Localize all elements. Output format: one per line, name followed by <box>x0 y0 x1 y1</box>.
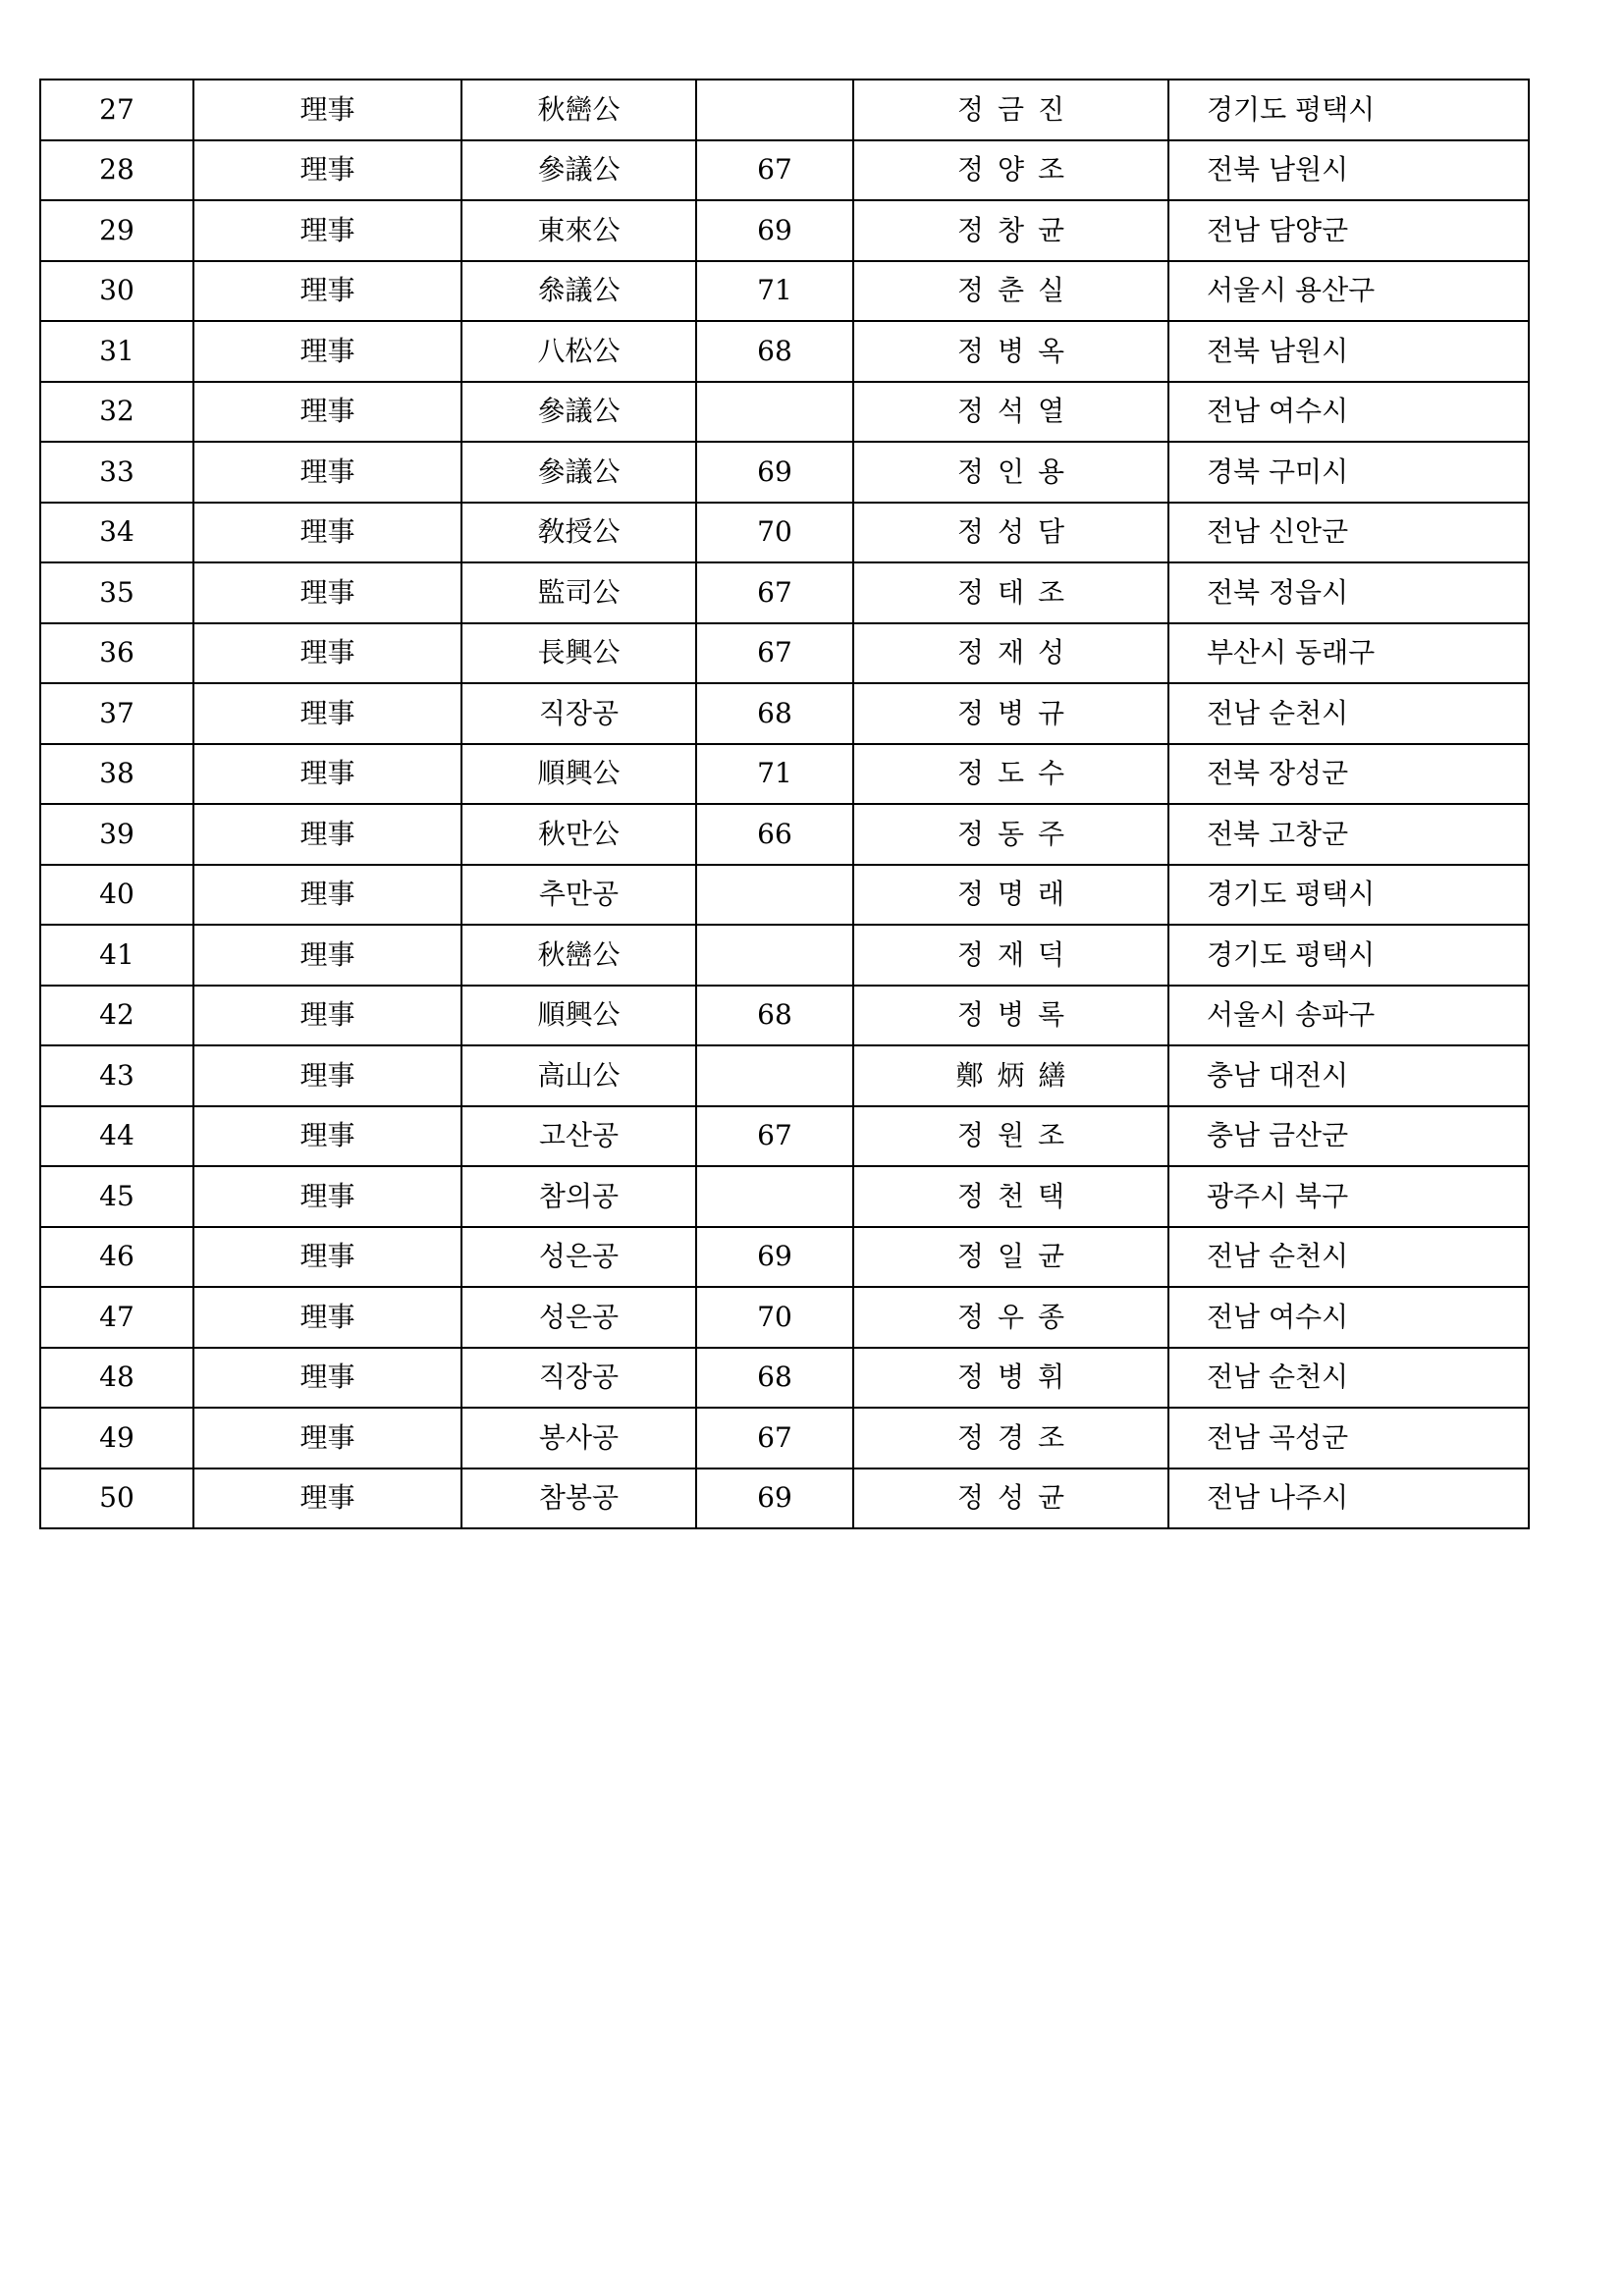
cell-age: 68 <box>696 1348 853 1409</box>
cell-lineage: 직장공 <box>461 683 696 744</box>
cell-position: 理事 <box>193 382 461 443</box>
cell-position: 理事 <box>193 321 461 382</box>
cell-number: 45 <box>40 1166 193 1227</box>
cell-number: 46 <box>40 1227 193 1288</box>
cell-position: 理事 <box>193 562 461 623</box>
cell-name: 정성담 <box>853 503 1168 563</box>
cell-region: 경기도 평택시 <box>1168 865 1529 926</box>
cell-region: 부산시 동래구 <box>1168 623 1529 684</box>
cell-name: 정천택 <box>853 1166 1168 1227</box>
table-row <box>40 865 1529 926</box>
cell-position: 理事 <box>193 865 461 926</box>
cell-name: 정성균 <box>853 1468 1168 1529</box>
cell-region: 서울시 용산구 <box>1168 261 1529 322</box>
cell-age: 67 <box>696 1106 853 1167</box>
cell-name: 정도수 <box>853 744 1168 805</box>
cell-region: 전남 담양군 <box>1168 200 1529 261</box>
cell-name: 정동주 <box>853 804 1168 865</box>
cell-position: 理事 <box>193 1227 461 1288</box>
cell-lineage: 順興公 <box>461 986 696 1046</box>
cell-lineage: 參議公 <box>461 442 696 503</box>
cell-number: 34 <box>40 503 193 563</box>
table-row <box>40 804 1529 865</box>
cell-region: 경기도 평택시 <box>1168 80 1529 140</box>
cell-region: 충남 금산군 <box>1168 1106 1529 1167</box>
cell-lineage: 秋巒公 <box>461 925 696 986</box>
cell-region: 충남 대전시 <box>1168 1045 1529 1106</box>
cell-number: 29 <box>40 200 193 261</box>
cell-age: 71 <box>696 744 853 805</box>
cell-lineage: 敎授公 <box>461 503 696 563</box>
cell-name: 정병규 <box>853 683 1168 744</box>
table-row <box>40 1106 1529 1167</box>
cell-age: 66 <box>696 804 853 865</box>
table-row <box>40 1348 1529 1409</box>
cell-age: 69 <box>696 1468 853 1529</box>
cell-number: 30 <box>40 261 193 322</box>
cell-position: 理事 <box>193 1348 461 1409</box>
cell-lineage: 추만공 <box>461 865 696 926</box>
cell-number: 48 <box>40 1348 193 1409</box>
cell-name: 정명래 <box>853 865 1168 926</box>
table-row <box>40 683 1529 744</box>
table-row <box>40 382 1529 443</box>
cell-region: 전남 여수시 <box>1168 1287 1529 1348</box>
cell-region: 전북 남원시 <box>1168 140 1529 201</box>
cell-age: 69 <box>696 442 853 503</box>
cell-number: 41 <box>40 925 193 986</box>
member-roster-table <box>39 79 1530 1529</box>
table-row <box>40 1408 1529 1468</box>
cell-lineage: 고산공 <box>461 1106 696 1167</box>
cell-region: 전북 장성군 <box>1168 744 1529 805</box>
cell-age <box>696 382 853 443</box>
table-row <box>40 200 1529 261</box>
cell-name: 정병옥 <box>853 321 1168 382</box>
cell-name: 정병록 <box>853 986 1168 1046</box>
cell-region: 전남 곡성군 <box>1168 1408 1529 1468</box>
cell-lineage: 參議公 <box>461 140 696 201</box>
cell-number: 49 <box>40 1408 193 1468</box>
roster-body <box>40 80 1529 1528</box>
cell-age: 67 <box>696 623 853 684</box>
cell-position: 理事 <box>193 1287 461 1348</box>
cell-position: 理事 <box>193 744 461 805</box>
cell-position: 理事 <box>193 623 461 684</box>
cell-name: 정석열 <box>853 382 1168 443</box>
cell-lineage: 東來公 <box>461 200 696 261</box>
cell-number: 37 <box>40 683 193 744</box>
cell-age: 68 <box>696 321 853 382</box>
cell-number: 43 <box>40 1045 193 1106</box>
cell-age: 70 <box>696 1287 853 1348</box>
cell-lineage: 秋巒公 <box>461 80 696 140</box>
table-row <box>40 1468 1529 1529</box>
table-row <box>40 140 1529 201</box>
cell-region: 전남 여수시 <box>1168 382 1529 443</box>
cell-age <box>696 925 853 986</box>
cell-lineage: 직장공 <box>461 1348 696 1409</box>
cell-name: 정창균 <box>853 200 1168 261</box>
cell-region: 전남 순천시 <box>1168 683 1529 744</box>
cell-number: 50 <box>40 1468 193 1529</box>
cell-lineage: 참의공 <box>461 1166 696 1227</box>
cell-age <box>696 1166 853 1227</box>
cell-name: 정재성 <box>853 623 1168 684</box>
cell-position: 理事 <box>193 986 461 1046</box>
cell-region: 경기도 평택시 <box>1168 925 1529 986</box>
table-row <box>40 321 1529 382</box>
cell-name: 정일균 <box>853 1227 1168 1288</box>
cell-lineage: 順興公 <box>461 744 696 805</box>
cell-number: 31 <box>40 321 193 382</box>
cell-lineage: 八松公 <box>461 321 696 382</box>
cell-position: 理事 <box>193 683 461 744</box>
cell-age <box>696 1045 853 1106</box>
cell-age: 68 <box>696 986 853 1046</box>
cell-age: 71 <box>696 261 853 322</box>
cell-number: 47 <box>40 1287 193 1348</box>
cell-position: 理事 <box>193 1106 461 1167</box>
cell-number: 42 <box>40 986 193 1046</box>
cell-age <box>696 80 853 140</box>
cell-age: 67 <box>696 562 853 623</box>
cell-age: 67 <box>696 1408 853 1468</box>
cell-number: 38 <box>40 744 193 805</box>
cell-number: 44 <box>40 1106 193 1167</box>
cell-lineage: 참봉공 <box>461 1468 696 1529</box>
cell-lineage: 長興公 <box>461 623 696 684</box>
table-row <box>40 744 1529 805</box>
cell-name: 정우종 <box>853 1287 1168 1348</box>
cell-age: 68 <box>696 683 853 744</box>
cell-age: 70 <box>696 503 853 563</box>
cell-position: 理事 <box>193 804 461 865</box>
cell-region: 전북 고창군 <box>1168 804 1529 865</box>
cell-region: 전남 신안군 <box>1168 503 1529 563</box>
cell-position: 理事 <box>193 140 461 201</box>
cell-name: 鄭炳繕 <box>853 1045 1168 1106</box>
table-row <box>40 1166 1529 1227</box>
table-row <box>40 986 1529 1046</box>
cell-region: 전남 순천시 <box>1168 1348 1529 1409</box>
cell-name: 정재덕 <box>853 925 1168 986</box>
cell-number: 35 <box>40 562 193 623</box>
cell-lineage: 秋만公 <box>461 804 696 865</box>
cell-region: 전북 정읍시 <box>1168 562 1529 623</box>
cell-age: 69 <box>696 200 853 261</box>
cell-position: 理事 <box>193 1166 461 1227</box>
table-row <box>40 503 1529 563</box>
cell-age: 67 <box>696 140 853 201</box>
table-row <box>40 925 1529 986</box>
cell-position: 理事 <box>193 925 461 986</box>
cell-region: 전남 순천시 <box>1168 1227 1529 1288</box>
cell-position: 理事 <box>193 503 461 563</box>
cell-number: 28 <box>40 140 193 201</box>
cell-region: 전남 나주시 <box>1168 1468 1529 1529</box>
cell-lineage: 성은공 <box>461 1227 696 1288</box>
table-row <box>40 623 1529 684</box>
cell-lineage: 監司公 <box>461 562 696 623</box>
cell-position: 理事 <box>193 261 461 322</box>
cell-name: 정금진 <box>853 80 1168 140</box>
cell-position: 理事 <box>193 1408 461 1468</box>
cell-region: 서울시 송파구 <box>1168 986 1529 1046</box>
cell-region: 경북 구미시 <box>1168 442 1529 503</box>
table-row <box>40 261 1529 322</box>
cell-name: 정춘실 <box>853 261 1168 322</box>
cell-number: 33 <box>40 442 193 503</box>
cell-name: 정병휘 <box>853 1348 1168 1409</box>
cell-name: 정인용 <box>853 442 1168 503</box>
cell-region: 광주시 북구 <box>1168 1166 1529 1227</box>
cell-position: 理事 <box>193 80 461 140</box>
cell-position: 理事 <box>193 1468 461 1529</box>
table-row <box>40 80 1529 140</box>
cell-age: 69 <box>696 1227 853 1288</box>
cell-lineage: 叅議公 <box>461 261 696 322</box>
cell-name: 정원조 <box>853 1106 1168 1167</box>
cell-name: 정경조 <box>853 1408 1168 1468</box>
cell-position: 理事 <box>193 442 461 503</box>
cell-name: 정양조 <box>853 140 1168 201</box>
cell-number: 39 <box>40 804 193 865</box>
cell-number: 40 <box>40 865 193 926</box>
table-row <box>40 1227 1529 1288</box>
table-row <box>40 1287 1529 1348</box>
cell-region: 전북 남원시 <box>1168 321 1529 382</box>
table-row <box>40 442 1529 503</box>
cell-name: 정태조 <box>853 562 1168 623</box>
cell-lineage: 高山公 <box>461 1045 696 1106</box>
cell-number: 27 <box>40 80 193 140</box>
cell-lineage: 參議公 <box>461 382 696 443</box>
cell-number: 32 <box>40 382 193 443</box>
cell-position: 理事 <box>193 200 461 261</box>
cell-position: 理事 <box>193 1045 461 1106</box>
cell-number: 36 <box>40 623 193 684</box>
table-row <box>40 1045 1529 1106</box>
cell-lineage: 봉사공 <box>461 1408 696 1468</box>
cell-age <box>696 865 853 926</box>
cell-lineage: 성은공 <box>461 1287 696 1348</box>
table-row <box>40 562 1529 623</box>
